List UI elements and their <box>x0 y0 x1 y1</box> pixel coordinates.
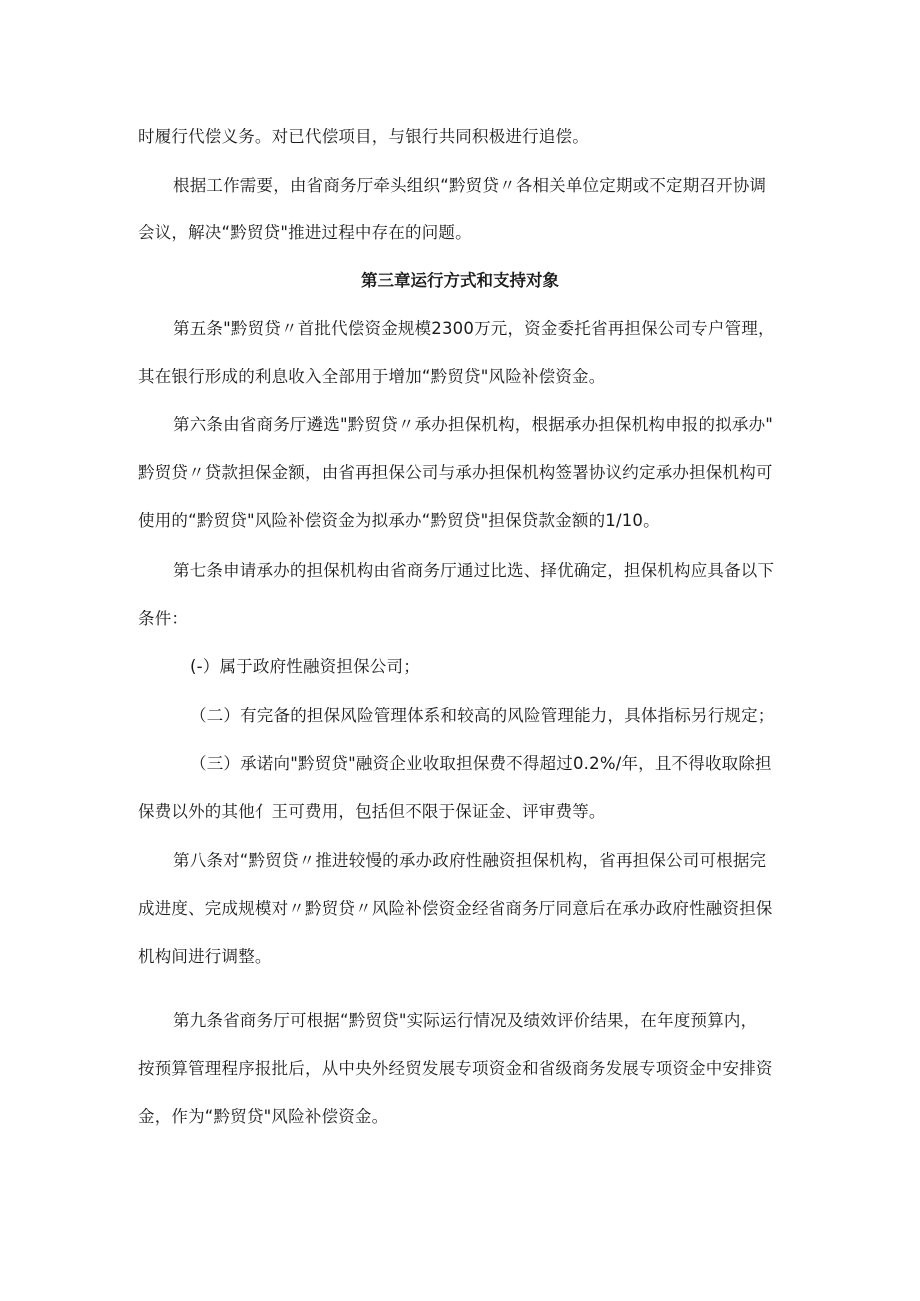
list-item: (-）属于政府性融资担保公司； <box>190 657 420 676</box>
list-item: （三）承诺向"黔贸贷"融资企业收取担保费不得超过0.2%/年，且不得收取除担 <box>190 754 772 773</box>
paragraph-line: 条件： <box>138 609 189 628</box>
paragraph-line: 第七条申请承办的担保机构由省商务厅通过比选、择优确定，担保机构应具备以下 <box>173 561 775 580</box>
paragraph-line: 第八条对“黔贸贷〃推进较慢的承办政府性融资担保机构，省再担保公司可根据完 <box>173 851 767 870</box>
list-item: （二）有完备的担保风险管理体系和较高的风险管理能力，具体指标另行规定； <box>190 706 775 725</box>
paragraph-line: 第五条"黔贸贷〃首批代偿资金规模2300万元，资金委托省再担保公司专户管理， <box>173 319 775 338</box>
paragraph-line: 第九条省商务厅可根据“黔贸贷"实际运行情况及绩效评价结果，在年度预算内， <box>173 1011 758 1030</box>
paragraph-line: 根据工作需要，由省商务厅牵头组织“黔贸贷〃各相关单位定期或不定期召开协调 <box>173 176 767 195</box>
paragraph-line: 黔贸贷〃贷款担保金额，由省再担保公司与承办担保机构签署协议约定承办担保机构可 <box>138 463 773 482</box>
paragraph-line: 第六条由省商务厅遴选"黔贸贷〃承办担保机构，根据承办担保机构申报的拟承办" <box>173 415 774 434</box>
paragraph-line: 其在银行形成的利息收入全部用于增加“黔贸贷"风险补偿资金。 <box>138 367 606 386</box>
paragraph-line: 保费以外的其他亻王可费用，包括但不限于保证金、评审费等。 <box>138 802 606 821</box>
paragraph-line: 成进度、完成规模对〃黔贸贷〃风险补偿资金经省商务厅同意后在承办政府性融资担保 <box>138 899 773 918</box>
paragraph-line: 机构间进行调整。 <box>138 947 272 966</box>
paragraph-line: 按预算管理程序报批后，从中央外经贸发展专项资金和省级商务发展专项资金中安排资 <box>138 1059 773 1078</box>
paragraph-line: 金，作为“黔贸贷"风险补偿资金。 <box>138 1107 389 1126</box>
paragraph-line: 会议，解决“黔贸贷"推进过程中存在的问题。 <box>138 223 472 242</box>
paragraph-line: 时履行代偿义务。对已代偿项目，与银行共同积极进行追偿。 <box>138 127 589 146</box>
chapter-heading: 第三章运行方式和支持对象 <box>361 271 559 290</box>
paragraph-line: 使用的“黔贸贷"风险补偿资金为拟承办“黔贸贷"担保贷款金额的1/10。 <box>138 511 660 530</box>
